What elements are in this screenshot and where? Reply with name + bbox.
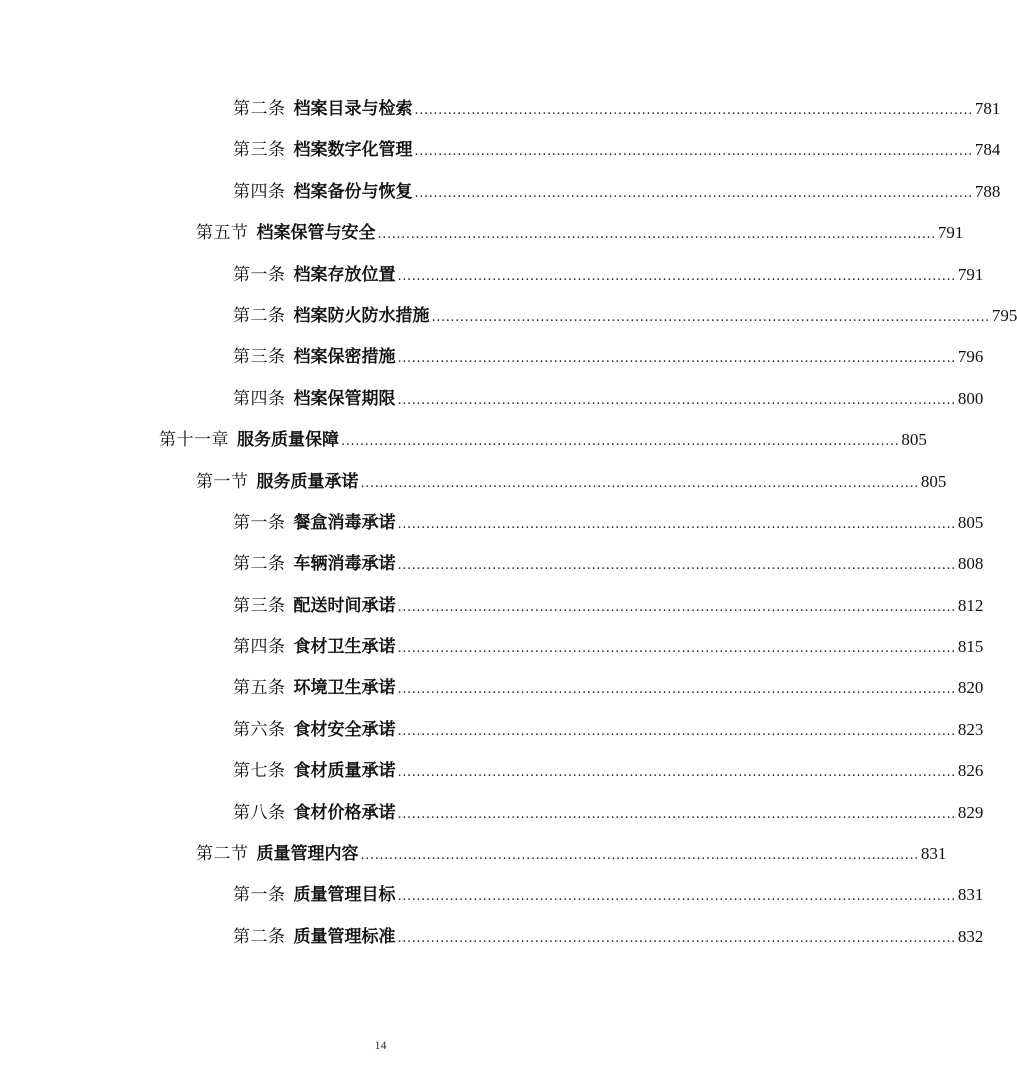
toc-entry-number: 第四条 <box>233 388 286 409</box>
toc-entry-title: 环境卫生承诺 <box>293 678 396 699</box>
toc-entry-page-number: 831 <box>957 885 984 905</box>
toc-entry-title: 档案备份与恢复 <box>293 181 413 202</box>
dot-leader: ...................................................................................................................... <box>397 889 956 905</box>
toc-entry-number: 第四条 <box>233 637 286 658</box>
table-of-contents <box>0 88 1017 957</box>
toc-entry-page-number: 795 <box>991 305 1017 325</box>
toc-entry <box>233 502 984 545</box>
toc-entry-number: 第二节 <box>196 844 249 865</box>
toc-entry <box>233 88 1001 131</box>
toc-entry <box>233 792 984 835</box>
dot-leader: ...................................................................................................................... <box>431 309 990 325</box>
toc-line[interactable] <box>0 461 947 502</box>
dot-leader: ...................................................................................................................... <box>341 434 900 450</box>
toc-entry-number: 第三条 <box>233 595 286 616</box>
toc-entry <box>233 129 1001 172</box>
toc-entry-title: 服务质量保障 <box>237 430 339 451</box>
toc-entry-number: 第二条 <box>233 305 286 326</box>
dot-leader: ...................................................................................................................... <box>397 268 956 284</box>
toc-entry-page-number: 815 <box>957 637 984 657</box>
toc-entry-title: 质量管理目标 <box>293 885 396 906</box>
toc-line[interactable] <box>0 295 1017 336</box>
toc-entry-number: 第十一章 <box>159 430 229 451</box>
toc-entry-title: 档案存放位置 <box>293 264 396 285</box>
toc-entry-page-number: 823 <box>957 719 984 739</box>
toc-entry-number: 第二条 <box>233 99 286 119</box>
toc-entry-page-number: 791 <box>937 223 964 243</box>
toc-entry-page-number: 820 <box>957 678 984 698</box>
toc-entry-title: 食材质量承诺 <box>293 761 396 782</box>
toc-entry-page-number: 805 <box>957 512 984 532</box>
footer-page-number: 14 <box>374 1038 387 1052</box>
toc-entry <box>233 709 984 752</box>
toc-line[interactable] <box>0 419 927 460</box>
toc-entry <box>233 171 1001 214</box>
toc-entry-page-number: 831 <box>920 844 947 864</box>
toc-entry-page-number: 808 <box>957 554 984 574</box>
toc-entry-number: 第八条 <box>233 802 286 823</box>
toc-line[interactable] <box>0 667 984 708</box>
dot-leader: ...................................................................................................................... <box>397 723 956 739</box>
toc-entry-title: 档案目录与检索 <box>293 99 413 119</box>
toc-line[interactable] <box>0 336 984 377</box>
dot-leader: ...................................................................................................................... <box>397 930 956 946</box>
toc-entry-title: 档案保密措施 <box>293 347 396 368</box>
toc-entry-number: 第四条 <box>233 181 286 202</box>
toc-entry-title: 档案保管期限 <box>293 388 396 409</box>
toc-line[interactable] <box>0 254 984 295</box>
dot-leader: ...................................................................................................................... <box>360 475 919 491</box>
toc-entry-title: 配送时间承诺 <box>293 595 396 616</box>
toc-entry-number: 第六条 <box>233 719 286 740</box>
dot-leader: ...................................................................................................................... <box>397 558 956 574</box>
toc-line[interactable] <box>0 212 964 253</box>
toc-entry-page-number: 791 <box>957 264 984 284</box>
toc-line[interactable] <box>0 502 984 543</box>
toc-entry-page-number: 805 <box>920 471 947 491</box>
dot-leader: ...................................................................................................................... <box>397 641 956 657</box>
toc-line[interactable] <box>0 378 984 419</box>
toc-entry-title: 档案防火防水措施 <box>293 305 430 326</box>
toc-entry <box>233 626 984 669</box>
toc-entry-page-number: 796 <box>957 347 984 367</box>
toc-entry <box>196 461 947 504</box>
toc-entry-number: 第二条 <box>233 554 286 575</box>
toc-line[interactable] <box>0 916 984 957</box>
dot-leader: ...................................................................................................................... <box>397 351 956 367</box>
toc-entry <box>233 585 984 628</box>
toc-entry-page-number: 812 <box>957 595 984 615</box>
toc-entry-number: 第一条 <box>233 264 286 285</box>
dot-leader: ...................................................................................................................... <box>397 392 956 408</box>
toc-line[interactable] <box>0 792 984 833</box>
toc-entry-page-number: 826 <box>957 761 984 781</box>
toc-entry-title: 服务质量承诺 <box>256 471 359 492</box>
toc-entry <box>233 336 984 379</box>
toc-line[interactable] <box>0 833 947 874</box>
toc-entry-page-number: 832 <box>957 926 984 946</box>
toc-line[interactable] <box>0 129 1001 170</box>
toc-entry <box>159 419 927 462</box>
dot-leader: ...................................................................................................................... <box>397 765 956 781</box>
dot-leader: ...................................................................................................................... <box>397 516 956 532</box>
toc-entry <box>233 254 984 297</box>
toc-entry-page-number: 784 <box>974 140 1001 160</box>
toc-entry-page-number: 829 <box>957 802 984 822</box>
toc-entry-page-number: 781 <box>974 99 1001 118</box>
toc-entry-title: 食材价格承诺 <box>293 802 396 823</box>
dot-leader: ...................................................................................................................... <box>397 682 956 698</box>
toc-entry-title: 食材卫生承诺 <box>293 637 396 658</box>
toc-entry-number: 第三条 <box>233 140 286 161</box>
dot-leader: ...................................................................................................................... <box>414 103 973 118</box>
toc-entry-number: 第五节 <box>196 223 249 244</box>
toc-entry-title: 质量管理内容 <box>256 844 359 865</box>
toc-entry <box>233 916 984 959</box>
toc-line[interactable] <box>0 874 984 915</box>
toc-entry <box>233 378 984 421</box>
toc-entry <box>233 543 984 586</box>
toc-entry-number: 第一条 <box>233 512 286 533</box>
toc-entry-number: 第七条 <box>233 761 286 782</box>
toc-entry-page-number: 805 <box>901 430 927 450</box>
toc-entry-page-number: 788 <box>974 181 1001 201</box>
toc-line[interactable] <box>0 709 984 750</box>
toc-entry <box>233 295 1017 338</box>
toc-entry <box>233 667 984 710</box>
toc-entry-title: 档案保管与安全 <box>256 223 376 244</box>
toc-entry <box>196 833 947 876</box>
toc-entry-title: 餐盒消毒承诺 <box>293 512 396 533</box>
dot-leader: ...................................................................................................................... <box>360 848 919 864</box>
toc-entry-title: 档案数字化管理 <box>293 140 413 161</box>
dot-leader: ...................................................................................................................... <box>397 806 956 822</box>
dot-leader: ...................................................................................................................... <box>414 144 973 160</box>
toc-entry-title: 质量管理标准 <box>293 926 396 947</box>
toc-entry <box>233 750 984 793</box>
toc-entry <box>233 874 984 917</box>
toc-entry-number: 第五条 <box>233 678 286 699</box>
toc-line[interactable] <box>0 626 984 667</box>
dot-leader: ...................................................................................................................... <box>377 227 936 243</box>
toc-entry-number: 第一节 <box>196 471 249 492</box>
toc-entry-title: 车辆消毒承诺 <box>293 554 396 575</box>
toc-line[interactable] <box>0 585 984 626</box>
toc-line[interactable] <box>0 543 984 584</box>
toc-line[interactable] <box>0 88 1001 129</box>
toc-entry <box>196 212 964 255</box>
dot-leader: ...................................................................................................................... <box>414 185 973 201</box>
toc-entry-page-number: 800 <box>957 388 984 408</box>
toc-entry-title: 食材安全承诺 <box>293 719 396 740</box>
dot-leader: ...................................................................................................................... <box>397 599 956 615</box>
toc-entry-number: 第一条 <box>233 885 286 906</box>
toc-line[interactable] <box>0 171 1001 212</box>
toc-line[interactable] <box>0 750 984 791</box>
toc-entry-number: 第三条 <box>233 347 286 368</box>
toc-entry-number: 第二条 <box>233 926 286 947</box>
